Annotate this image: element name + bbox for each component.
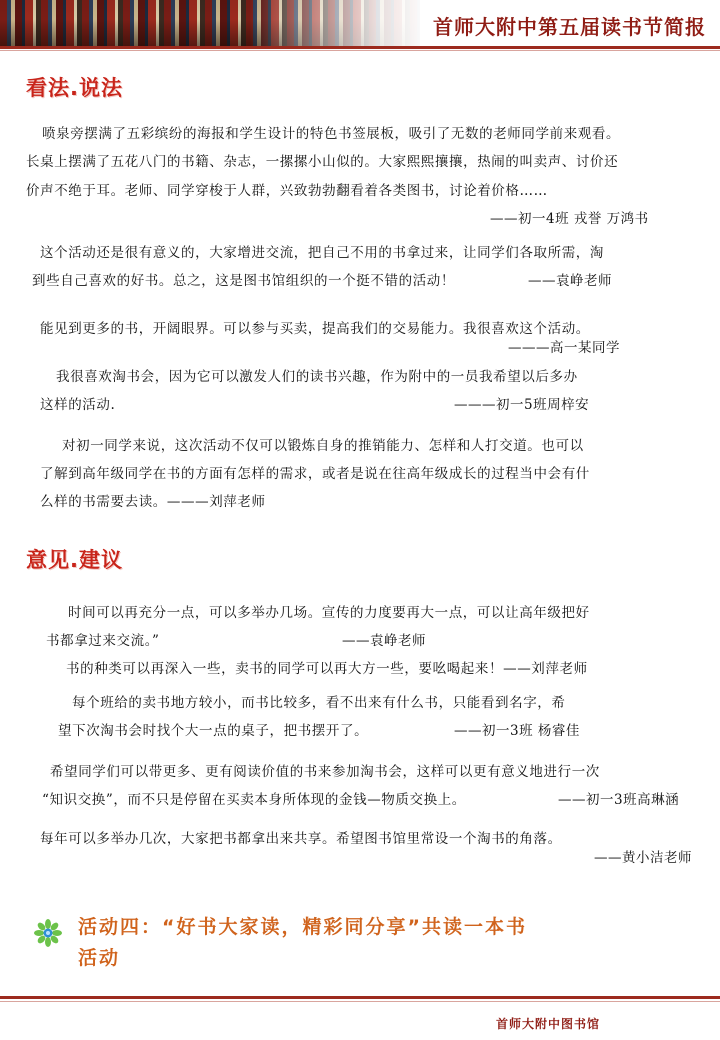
author-signature: ——袁峥老师 — [528, 273, 612, 289]
newsletter-title: 首师大附中第五届读书节简报 — [433, 15, 706, 39]
bookshelf-fade — [250, 0, 430, 48]
paragraph-line: 么样的书需要去读。———刘萍老师 — [40, 494, 266, 510]
section-heading-suggestions: 意见.建议 — [26, 548, 123, 572]
activity-heading-continued: 活动 — [78, 947, 121, 969]
paragraph-line: 这个活动还是很有意义的，大家增进交流，把自己不用的书拿过来，让同学们各取所需，淘 — [40, 245, 604, 261]
paragraph-line: 每个班给的卖书地方较小，而书比较多，看不出来有什么书，只能看到名字，希 — [72, 695, 566, 711]
header-divider-thin — [0, 50, 720, 51]
paragraph-line: 书都拿过来交流。” — [46, 633, 160, 649]
paragraph-line: 每年可以多举办几次，大家把书都拿出来共享。希望图书馆里常设一个淘书的角落。 — [40, 831, 562, 847]
author-signature: ——初一3班 杨睿佳 — [454, 723, 580, 739]
paragraph-line: 望下次淘书会时找个大一点的桌子，把书摆开了。 — [58, 723, 369, 739]
paragraph-line: 能见到更多的书，开阔眼界。可以参与买卖，提高我们的交易能力。我很喜欢这个活动。 — [40, 321, 590, 337]
header-banner — [0, 0, 720, 48]
footer-divider — [0, 996, 720, 999]
header-divider — [0, 46, 720, 49]
footer-library-name: 首师大附中图书馆 — [496, 1017, 601, 1031]
paragraph-line: 长桌上摆满了五花八门的书籍、杂志，一摞摞小山似的。大家熙熙攘攘，热闹的叫卖声、讨价还 — [26, 154, 619, 170]
flower-icon — [34, 919, 62, 947]
author-signature: ———初一5班周梓安 — [454, 397, 590, 413]
footer-divider-thin — [0, 1001, 720, 1002]
author-signature: ——黄小洁老师 — [594, 850, 692, 866]
paragraph-line: 希望同学们可以带更多、更有阅读价值的书来参加淘书会，这样可以更有意义地进行一次 — [50, 764, 600, 780]
paragraph-line: “知识交换”，而不只是停留在买卖本身所体现的金钱—物质交换上。 — [42, 792, 466, 808]
author-signature: ———高一某同学 — [508, 340, 620, 356]
paragraph-line: 对初一同学来说，这次活动不仅可以锻炼自身的推销能力、怎样和人打交道。也可以 — [62, 438, 584, 454]
paragraph-line: 到些自己喜欢的好书。总之，这是图书馆组织的一个挺不错的活动！ — [32, 273, 455, 289]
activity-heading: 活动四：“好书大家读，精彩同分享”共读一本书 — [78, 916, 527, 938]
paragraph-line: 书的种类可以再深入一些，卖书的同学可以再大方一些，要吆喝起来！——刘萍老师 — [66, 661, 588, 677]
paragraph-line: 价声不绝于耳。老师、同学穿梭于人群，兴致勃勃翻看着各类图书，讨论着价格…… — [26, 183, 548, 199]
paragraph-line: 这样的活动. — [40, 397, 116, 413]
author-signature: ——初一4班 戎誉 万鸿书 — [490, 211, 649, 227]
author-signature: ——袁峥老师 — [342, 633, 426, 649]
paragraph-line: 喷泉旁摆满了五彩缤纷的海报和学生设计的特色书签展板，吸引了无数的老师同学前来观看。 — [42, 126, 621, 142]
paragraph-line: 我很喜欢淘书会，因为它可以激发人们的读书兴趣，作为附中的一员我希望以后多办 — [56, 369, 578, 385]
paragraph-line: 时间可以再充分一点，可以多举办几场。宣传的力度要再大一点，可以让高年级把好 — [68, 605, 590, 621]
section-heading-opinions: 看法.说法 — [26, 76, 123, 100]
author-signature: ——初一3班高琳涵 — [558, 792, 680, 808]
paragraph-line: 了解到高年级同学在书的方面有怎样的需求，或者是说在往高年级成长的过程当中会有什 — [40, 466, 590, 482]
